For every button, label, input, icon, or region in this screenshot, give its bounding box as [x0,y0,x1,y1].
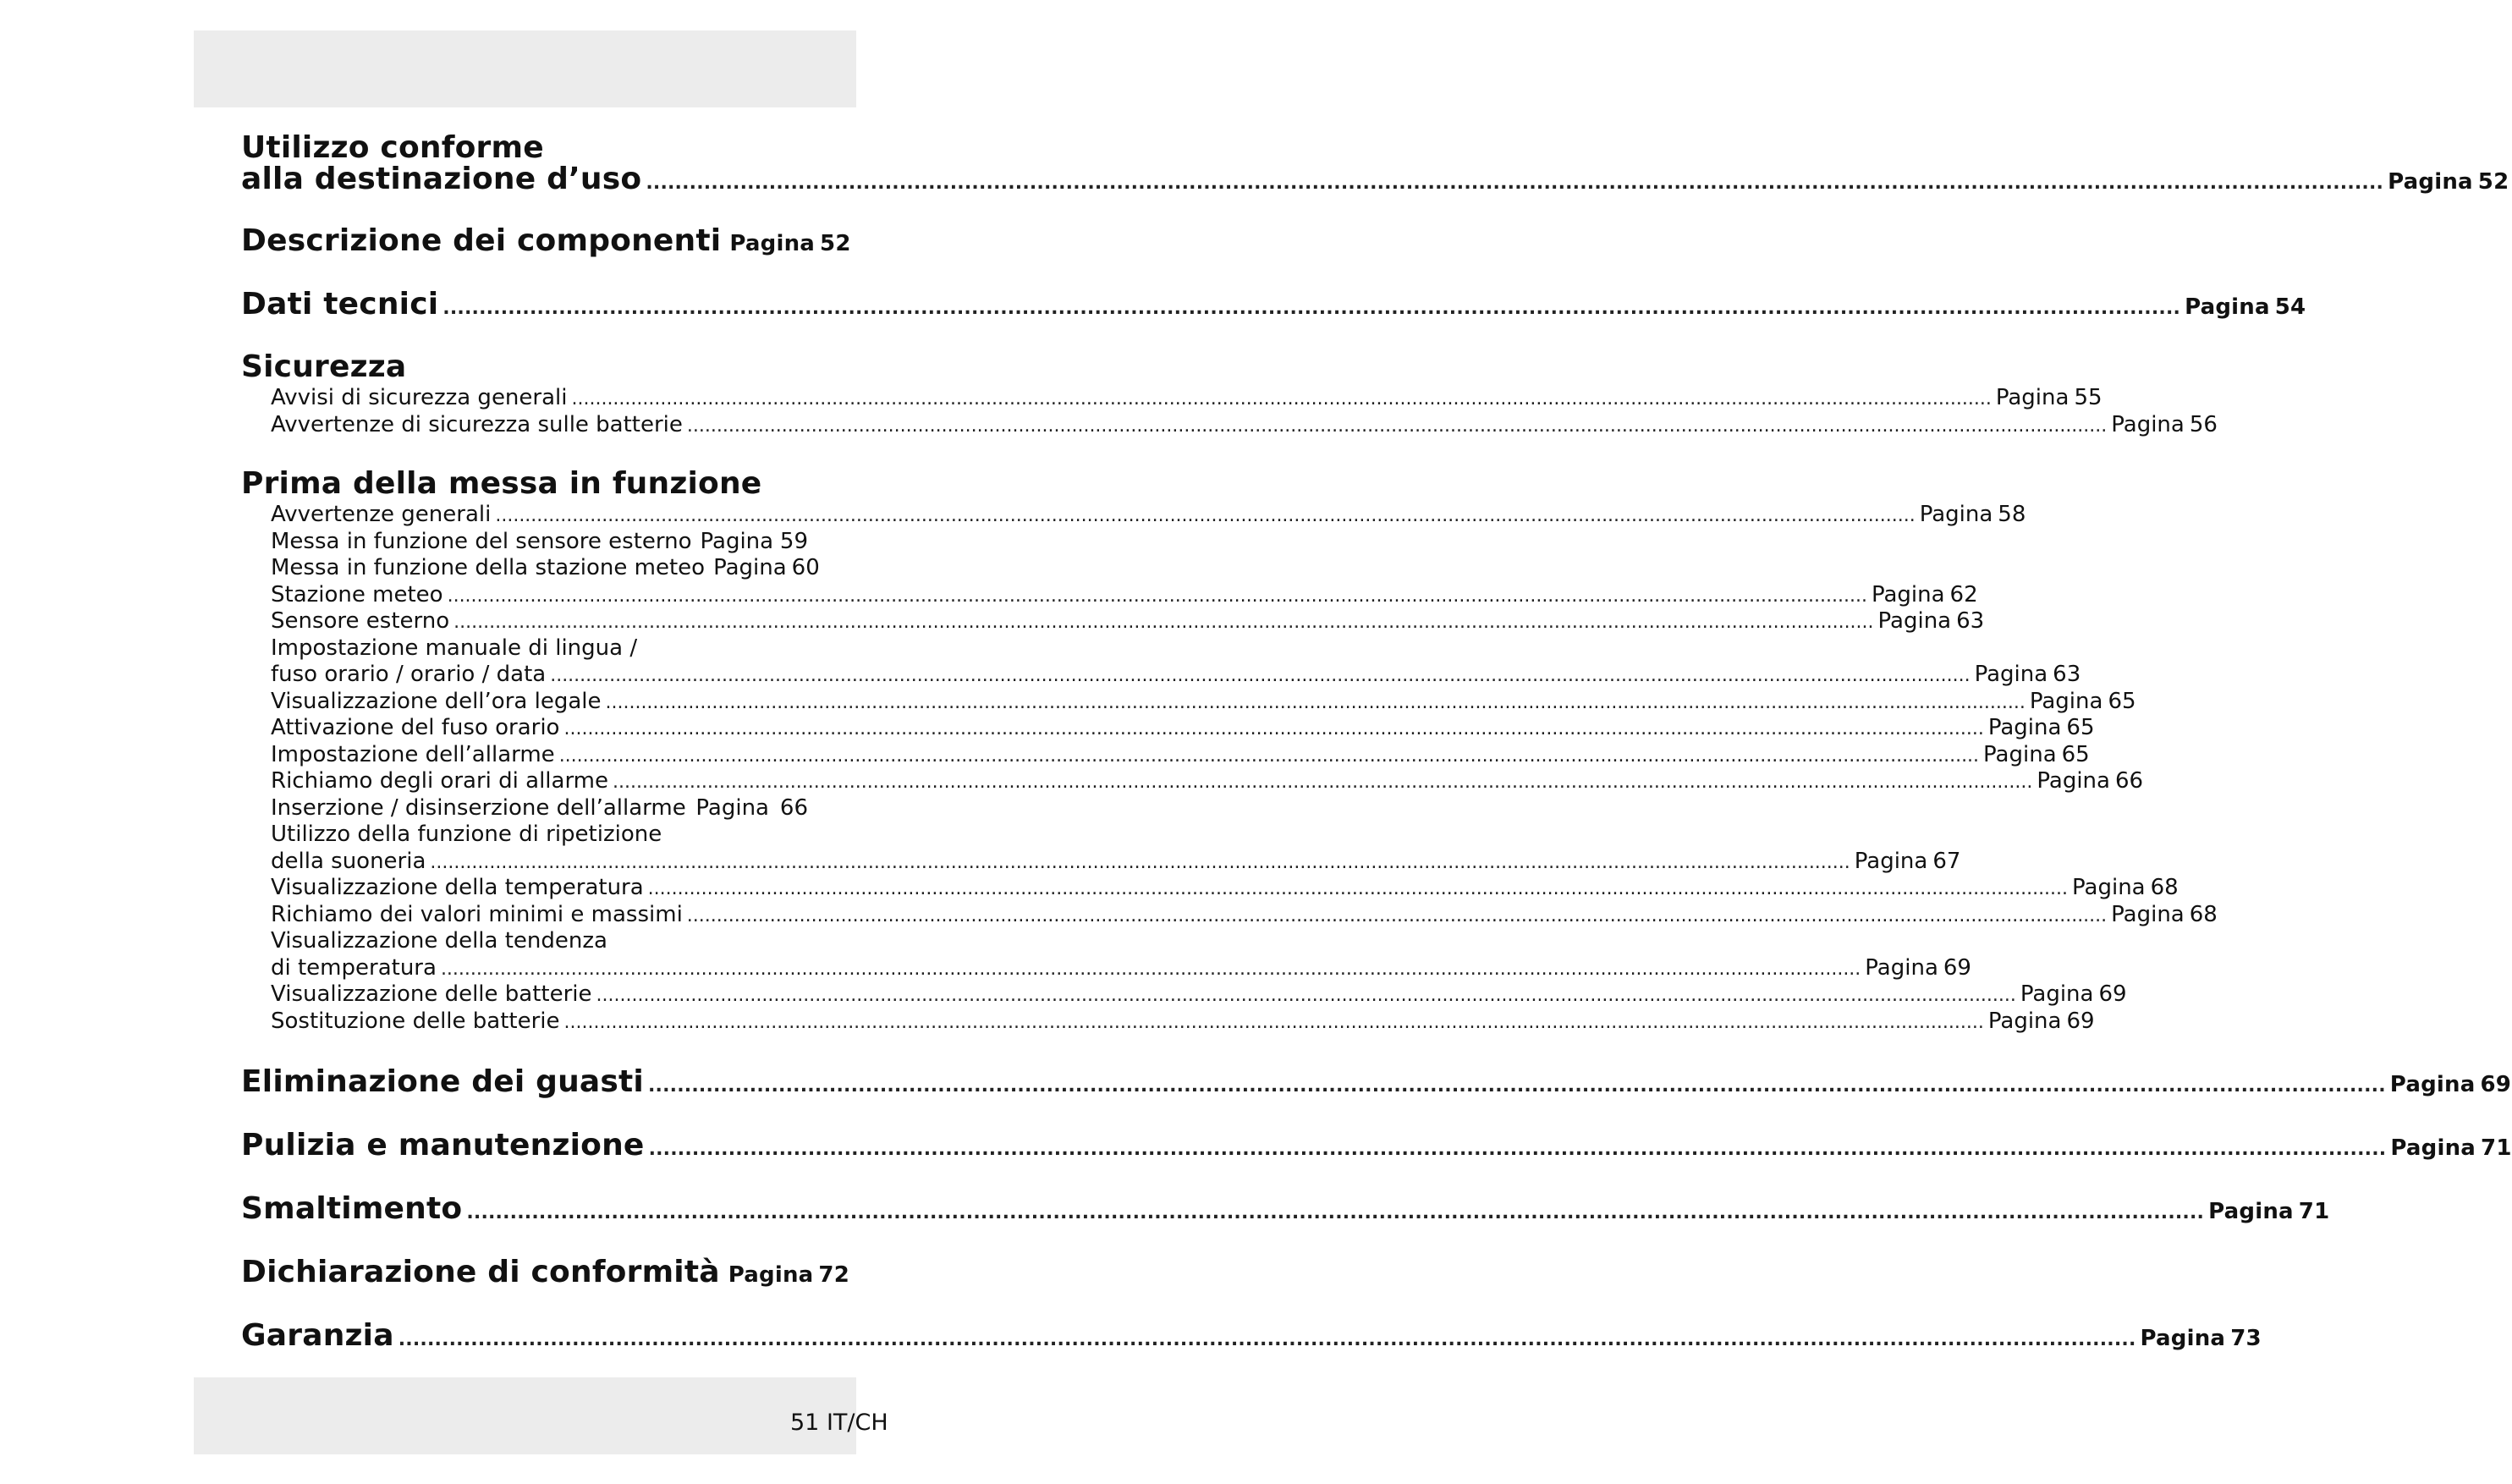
page-label: Pagina [728,1262,814,1288]
page-label: Pagina [1919,502,1993,527]
toc-title: Messa in funzione del sensore esterno [271,529,692,554]
page-number: 68 [2150,875,2179,900]
toc-title: Dati tecnici [241,287,439,322]
page-label: Pagina [1995,385,2070,410]
leader-dots [564,1012,1984,1033]
toc-subentry[interactable] [271,502,2026,527]
page-number: 65 [2061,742,2090,767]
page-label: Pagina [2029,689,2103,714]
toc-title: alla destinazione d’uso [241,162,642,196]
leader-dots [430,852,1850,873]
leader-dots [495,505,1915,526]
page-label: Pagina [695,795,769,821]
toc-heading-line [241,130,808,165]
toc-title: Richiamo degli orari di allarme [271,768,609,794]
page-number: 52 [820,231,851,256]
toc-title: Inserzione / disinserzione dell’allarme [271,795,686,821]
footer-page-number: 51 IT/CH [790,1410,888,1436]
leader-dots [559,745,1979,767]
page-label: Pagina [1877,608,1952,634]
toc-subentry[interactable] [271,662,2081,687]
toc-title: Sicurezza [241,349,407,384]
page-number: 58 [1998,502,2026,527]
leader-dots [448,585,1867,607]
toc-title: Visualizzazione della temperatura [271,875,644,900]
page-number: 55 [2074,385,2102,410]
toc-section-heading[interactable] [241,349,808,384]
page-number: 65 [2108,689,2136,714]
toc-title: Messa in funzione della stazione meteo [271,555,706,580]
toc-entry[interactable] [241,1128,2512,1162]
leader-dots [646,173,2383,194]
page-number: 69 [2098,981,2127,1007]
leader-dots [605,692,2025,713]
leader-dots [648,878,2068,899]
page-number: 69 [2480,1072,2512,1097]
toc-subentry[interactable] [271,768,2144,794]
page-number: 66 [2114,768,2144,794]
toc-subentry[interactable] [271,582,1978,607]
toc-subentry[interactable] [271,955,1971,981]
leader-dots [687,415,2107,437]
toc-title: di temperatura [271,955,437,981]
toc-subentry[interactable] [271,902,2218,927]
leader-dots [687,905,2107,926]
page-number: 69 [2066,1009,2095,1034]
page-number: 65 [2066,715,2095,740]
page-label: Pagina [1987,1009,2062,1034]
toc-subentry-line [271,928,808,954]
page-number: 60 [791,555,820,580]
toc-title: Stazione meteo [271,582,443,607]
leader-dots [649,1139,2387,1160]
leader-dots [563,718,1983,739]
toc-entry[interactable] [241,1191,2330,1226]
leader-dots [550,665,1970,686]
toc-subentry-line [271,822,808,847]
leader-dots [571,388,1991,409]
toc-subentry[interactable] [271,412,2218,437]
toc-subentry[interactable] [271,1009,2095,1034]
toc-title: Dichiarazione di conformità [241,1255,720,1289]
page-label: Pagina [1987,715,2062,740]
toc-subentry[interactable] [271,981,2127,1007]
page-number: 66 [779,795,808,821]
toc-title: Utilizzo conforme [241,130,544,165]
page-number: 67 [1932,849,1961,874]
page-number: 52 [2477,169,2509,195]
toc-entry[interactable] [241,1318,2262,1353]
toc-title: Visualizzazione delle batterie [271,981,592,1007]
toc-title: Attivazione del fuso orario [271,715,560,740]
toc-subentry[interactable] [271,715,2095,740]
toc-entry[interactable] [241,223,851,258]
page-label: Pagina [713,555,787,580]
toc-subentry[interactable] [271,689,2136,714]
page-label: Pagina [2388,169,2473,195]
leader-dots [399,1329,2136,1350]
page-number: 71 [2481,1135,2512,1161]
leader-dots [441,959,1861,980]
page-label: Pagina [1854,849,1928,874]
footer-band [194,1377,888,1454]
page-label: Pagina [2389,1072,2476,1097]
page-number: 56 [2189,412,2218,437]
page-number: 72 [818,1262,850,1288]
page-label: Pagina [2390,1135,2476,1161]
toc-title: Visualizzazione dell’ora legale [271,689,602,714]
toc-subentry[interactable] [271,795,808,821]
toc-entry[interactable] [241,1064,2512,1099]
page-number: 63 [1956,608,1985,634]
toc-title: Sensore esterno [271,608,450,634]
toc-subentry[interactable] [271,849,1961,874]
page-label: Pagina [700,529,774,554]
toc-subentry[interactable] [271,742,2090,767]
page-label: Pagina [2140,1326,2226,1351]
toc-subentry[interactable] [271,385,2102,410]
toc-title: Impostazione dell’allarme [271,742,555,767]
page-label: Pagina [2111,902,2185,927]
toc-title: Impostazione manuale di lingua / [271,635,638,661]
page-label: Pagina [2185,294,2270,320]
toc-title: Visualizzazione della tendenza [271,928,607,954]
leader-dots [466,1202,2204,1223]
page-label: Pagina [2111,412,2185,437]
leader-dots [613,772,2032,793]
page-label: Pagina [1865,955,1938,981]
toc-subentry[interactable] [271,608,1985,634]
toc-subentry[interactable] [271,555,820,580]
page-number: 63 [2053,662,2081,687]
toc-title: Pulizia e manutenzione [241,1128,645,1162]
toc-title: fuso orario / orario / data [271,662,547,687]
page-number: 54 [2274,294,2306,320]
toc-title: della suoneria [271,849,426,874]
page-number: 62 [1949,582,1978,607]
toc-entry[interactable] [241,162,2509,196]
toc-subentry[interactable] [271,529,808,554]
page-label: Pagina [2208,1199,2294,1224]
toc-title: Sostituzione delle batterie [271,1009,560,1034]
toc-title: Smaltimento [241,1191,463,1226]
toc-title: Avvertenze generali [271,502,492,527]
toc-title: Prima della messa in funzione [241,466,762,501]
toc-subentry[interactable] [271,875,2179,900]
leader-dots [596,985,2016,1006]
page-label: Pagina [1983,742,2057,767]
page-number: 73 [2230,1326,2262,1351]
toc-subentry-line [271,635,808,661]
leader-dots [453,612,1873,633]
page-number: 69 [1943,955,1971,981]
leader-dots [648,1075,2386,1097]
toc-title: Utilizzo della funzione di ripetizione [271,822,662,847]
page-label: Pagina [2020,981,2094,1007]
page-number: 68 [2189,902,2218,927]
toc-entry[interactable] [241,1255,850,1289]
page-number: 59 [779,529,808,554]
toc-title: Descrizione dei componenti [241,223,722,258]
page-label: Pagina [2037,768,2110,794]
leader-dots [690,799,692,820]
toc-title: Garanzia [241,1318,394,1353]
leader-dots [442,298,2180,319]
toc-title: Avvisi di sicurezza generali [271,385,568,410]
toc-section-heading[interactable] [241,466,808,501]
page-label: Pagina [729,231,816,256]
toc-title: Avvertenze di sicurezza sulle batterie [271,412,683,437]
toc-title: Richiamo dei valori minimi e massimi [271,902,683,927]
toc-title: Eliminazione dei guasti [241,1064,644,1099]
page-label: Pagina [1871,582,1945,607]
page-label: Pagina [1974,662,2048,687]
toc-entry[interactable] [241,287,2306,322]
page-label: Pagina [2072,875,2146,900]
page-number: 71 [2298,1199,2330,1224]
